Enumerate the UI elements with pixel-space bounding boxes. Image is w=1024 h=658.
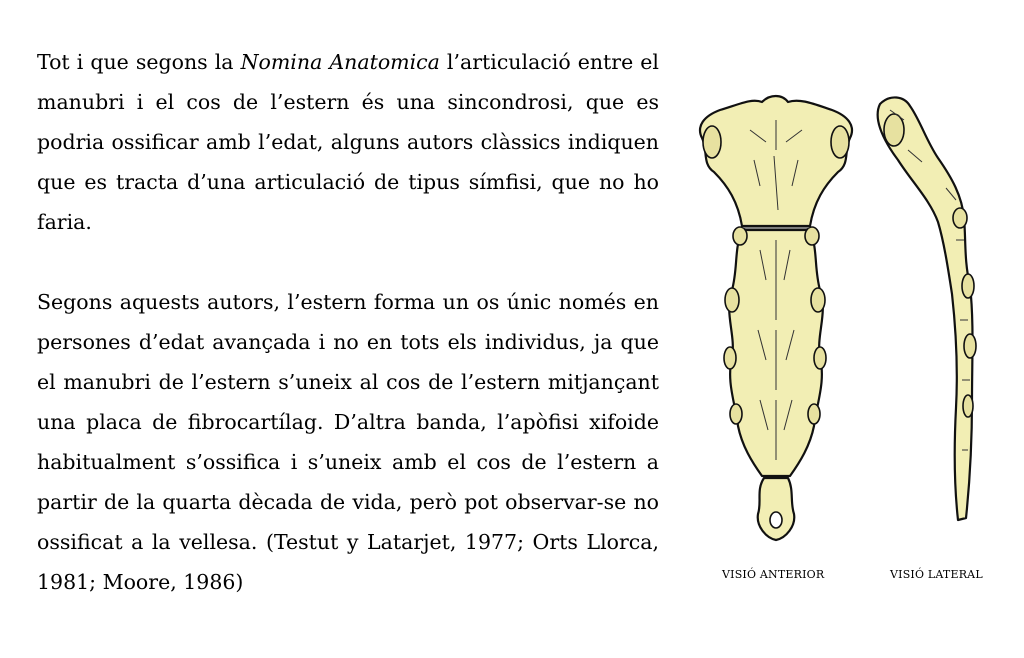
caption-anterior-view: VISIÓ ANTERIOR [722, 568, 825, 581]
paragraph-1: Tot i que segons la Nomina Anatomica l’articulació entre el manubri i el cos de l’estern és una sincondrosi, que es podria ossificar amb l’edat, alguns autors clàssics indiquen que es tracta d’una articulació de tipus símfisi, que no ho faria. [37, 50, 659, 234]
xiphoid-foramen [770, 512, 782, 528]
nomina-anatomica-term: Nomina Anatomica [240, 50, 440, 74]
sternum-illustration [690, 90, 1000, 550]
paragraph-2: Segons aquests autors, l’estern forma un os únic només en persones d’edat avançada i no en tots els individus, ja que el manubri de l’estern s’uneix al cos de l’estern mitjançant una placa de fibrocartílag. D’altra banda, l’apòfisi xifoide habitualment s’ossifica i s’uneix amb el cos de l’estern a partir de la quarta dècada de vida, però pot observar-se no ossificat a la vellesa. (Testut y Latarjet, 1977; Orts Llorca, 1981; Moore, 1986) [37, 290, 659, 594]
body-text [37, 42, 659, 602]
sternum-lateral-view [878, 97, 973, 520]
caption-lateral-view: VISIÓ LATERAL [890, 568, 983, 581]
